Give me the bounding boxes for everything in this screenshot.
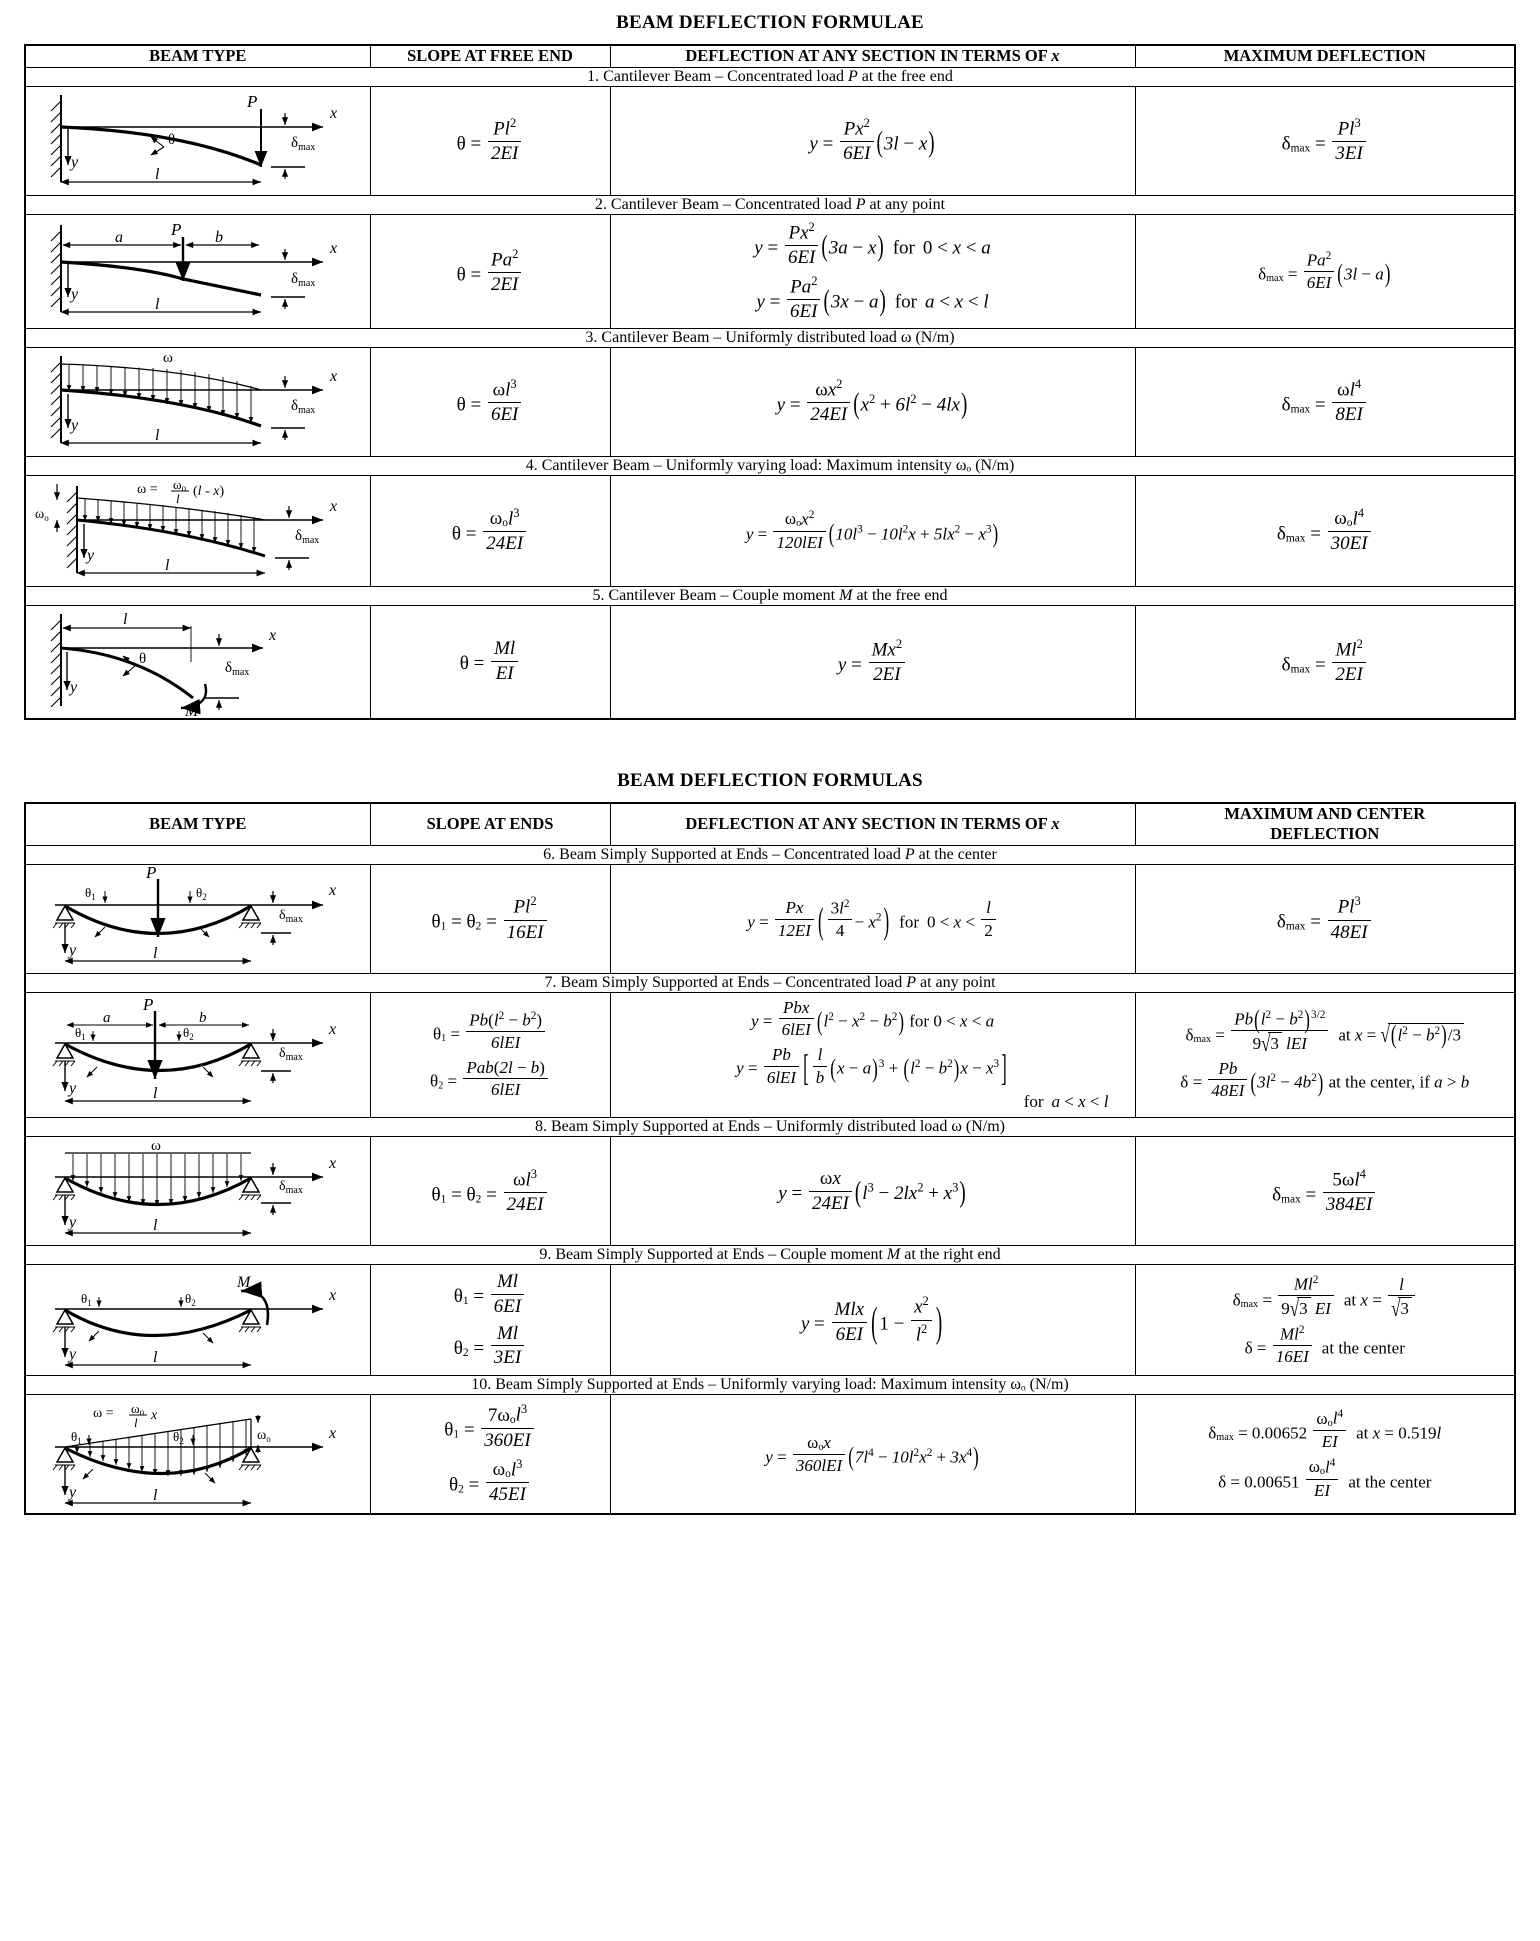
svg-text:ω: ω: [150, 1138, 161, 1155]
deflection-formula-9: y = $\frac{\text{Mlx}}{6EI}$ ( 1 − $\frac{x^2}{l^2}$ ): [610, 1265, 1135, 1376]
diagram-ss-udl: [25, 1137, 370, 1246]
caption-3: [25, 328, 1515, 347]
svg-text:δmax: $\delta_{max}$: [290, 271, 316, 290]
maximum-formula-7: $\delta_{max}$ = $\frac{Pb(l^2 - b^2)^{3/2}}{\text{9√3 lEI}}$ at $x = √(l^2 - b^2)/3$ δ = $\frac{Pb}{48EI}$ $(3l^2 - 4b^2)$ at the center, if a > b: [1135, 992, 1515, 1117]
slope-formula-4: θ = $\frac{\omega_ol^3}{24EI}$: [370, 475, 610, 586]
slope-formula-9: $\theta_1$ = $\frac{Ml}{6EI}$ $\theta_2$ = $\frac{Ml}{3EI}$: [370, 1265, 610, 1376]
maximum-formula-10: $\delta_{max} = 0.00652$ $\frac{\omega_ol^4}{EI}$ at x = 0.519l δ = 0.00651 $\frac{\omega_ol^4}{EI}$ at the center: [1135, 1395, 1515, 1515]
svg-text:l: l: [152, 1349, 158, 1367]
caption-7-post: at any point: [915, 973, 996, 991]
caption-10-var: $\omega_o$: [1010, 1376, 1026, 1394]
svg-text:y: y: [68, 1080, 76, 1097]
section-caption-row-5: [25, 586, 1515, 605]
svg-text:x: x: [328, 1155, 336, 1173]
header-beam-type: BEAM TYPE: [25, 45, 370, 67]
svg-text:l: l: [152, 944, 158, 962]
svg-text:M: M: [184, 702, 199, 718]
deflection-formula-3: y = $\frac{\omega x^2}{24EI}$ $(x^2 + 6l^2 - 4lx)$: [610, 347, 1135, 456]
svg-text:θ2: $\theta_2$: [184, 1291, 196, 1309]
svg-text:x: x: [329, 497, 337, 515]
svg-text:a: a: [114, 229, 123, 247]
deflection-formula-5: y = $\frac{Mx^2}{2EI}$: [610, 605, 1135, 719]
svg-text:a: a: [102, 1010, 111, 1026]
svg-text:x: x: [268, 626, 276, 644]
formula-row-4: [25, 475, 1515, 586]
header-deflection: [610, 45, 1135, 67]
deflection-formula-2: y = $\frac{Px^2}{6EI}$ (3a − x) for 0 < x < a y = $\frac{Pa^2}{6EI}$ (3x − a) for a < x < l: [610, 214, 1135, 328]
svg-text:x: x: [328, 881, 336, 899]
header-maximum: MAXIMUM DEFLECTION: [1135, 45, 1515, 67]
slope-formula-5: θ = $\frac{Ml}{EI}$: [370, 605, 610, 719]
section-caption-row-7: [25, 973, 1515, 992]
maximum-formula-3: $\delta_{max}$ = $\frac{\omega l^4}{8EI}$: [1135, 347, 1515, 456]
svg-text:M: M: [236, 1274, 251, 1292]
table1-header-row: [25, 45, 1515, 67]
diagram-cantilever-uvl: [25, 475, 370, 586]
formula-row-6: [25, 864, 1515, 973]
svg-text:y: y: [70, 416, 78, 434]
caption-4: [25, 456, 1515, 475]
formula-row-8: [25, 1137, 1515, 1246]
svg-text:y: y: [68, 1346, 76, 1364]
svg-text:P: P: [145, 864, 157, 882]
slope-formula-10: $\theta_1$ = $\frac{7\omega_ol^3}{360EI}$ $\theta_2$ = $\frac{\omega_ol^3}{45EI}$: [370, 1395, 610, 1515]
svg-text:δmax: $\delta_{max}$: [290, 397, 316, 416]
caption-8-post: (N/m): [961, 1118, 1006, 1136]
table1-title: BEAM DEFLECTION FORMULAE: [616, 12, 924, 33]
svg-text:l: l: [152, 1217, 158, 1235]
caption-9-pre: 9. Beam Simply Supported at Ends – Couple moment: [539, 1246, 887, 1264]
slope-formula-7: $\theta_1$ = $\frac{Pb(l^2 - b^2)}{\text{6lEI}}$ $\theta_2$ = $\frac{\text{Pab(2l − b)}}{\text{6lEI}}$: [370, 992, 610, 1117]
caption-10: [25, 1376, 1515, 1395]
svg-text:ωo: ωo: [130, 1401, 144, 1418]
deflection-formula-7: y = $\frac{\text{Pbx}}{\text{6lEI}}$ $(l^2 - x^2 - b^2)$ for 0 < x < a y = $\frac{Pb}{\text{6lEI}}$ [ $\frac{l}{b}$ $(x - a)^3 + (l^2 - b^2)x - x^3$ ] for a < x < l: [610, 992, 1135, 1117]
slope-formula-6: $\theta_1 = \theta_2$ = $\frac{Pl^2}{16EI}$: [370, 864, 610, 973]
svg-text:θ2: $\theta_2$: [172, 1429, 184, 1447]
svg-text:b: b: [198, 1010, 207, 1026]
caption-5-post: at the free end: [852, 586, 948, 604]
svg-text:l: l: [133, 1415, 138, 1431]
caption-5: [25, 586, 1515, 605]
svg-text:P: P: [170, 220, 182, 240]
table2-title: BEAM DEFLECTION FORMULAS: [617, 769, 923, 791]
caption-2-var: P: [855, 195, 866, 213]
svg-text:l: l: [152, 1487, 158, 1505]
diagram-ss-uvl: [25, 1395, 370, 1515]
header2-deflection: [610, 803, 1135, 846]
deflection-formula-8: y = $\frac{\omega x}{24EI}$ $(l^3 - 2lx^2 + x^3)$: [610, 1137, 1135, 1246]
header2-deflection-text: DEFLECTION AT ANY SECTION IN TERMS OF: [685, 813, 1048, 833]
caption-1-post: at the free end: [857, 67, 953, 85]
svg-text:ω =: ω =: [92, 1406, 114, 1422]
formula-row-9: [25, 1265, 1515, 1376]
maximum-formula-9: $\delta_{max}$ = $\frac{Ml^2}{9√3 EI}$ at x = $\frac{l}{√3}$ δ = $\frac{Ml^2}{16EI}$ at the center: [1135, 1265, 1515, 1376]
svg-text:δmax: $\delta_{max}$: [278, 1179, 303, 1197]
header2-maximum-line2: DEFLECTION: [1270, 824, 1380, 844]
diagram-cantilever-point-load-free-end: [25, 86, 370, 195]
deflection-formula-4: y = $\frac{\omega_ox^2}{\text{120lEI}}$ $(10l^3 - 10l^2x + 5lx^2 - x^3)$: [610, 475, 1135, 586]
svg-text:l: l: [154, 165, 160, 183]
header2-deflection-var: x: [1051, 813, 1060, 833]
caption-4-var: $\omega_o$: [955, 456, 972, 475]
section-caption-row-3: [25, 328, 1515, 347]
svg-text:θ1: $\theta_1$: [84, 884, 96, 902]
caption-5-pre: 5. Cantilever Beam – Couple moment: [592, 586, 840, 604]
section-caption-row-4: [25, 456, 1515, 475]
slope-formula-3: θ = $\frac{\omega l^3}{6EI}$: [370, 347, 610, 456]
svg-text:θ2: $\theta_2$: [182, 1025, 194, 1042]
formula-row-10: [25, 1395, 1515, 1515]
caption-5-var: M: [839, 586, 853, 604]
caption-6: [25, 845, 1515, 864]
table2-header-row: [25, 803, 1515, 846]
section-caption-row-6: [25, 845, 1515, 864]
svg-text:y: y: [70, 286, 78, 304]
section-caption-row-2: [25, 195, 1515, 214]
caption-8-pre: 8. Beam Simply Supported at Ends – Uniformly distributed load: [534, 1118, 952, 1136]
svg-text:θ1: $\theta_1$: [80, 1291, 92, 1309]
caption-2-pre: 2. Cantilever Beam – Concentrated load: [594, 195, 856, 213]
caption-4-pre: 4. Cantilever Beam – Uniformly varying load: Maximum intensity: [525, 456, 956, 474]
header2-slope: SLOPE AT ENDS: [370, 803, 610, 846]
maximum-formula-5: $\delta_{max}$ = $\frac{Ml^2}{2EI}$: [1135, 605, 1515, 719]
header2-beam-type: BEAM TYPE: [25, 803, 370, 846]
svg-text:δmax: $\delta_{max}$: [294, 527, 320, 546]
svg-text:θ: θ: [138, 650, 146, 667]
svg-text:ωo: ωo: [172, 476, 186, 493]
header-deflection-var: x: [1051, 46, 1060, 65]
formula-row-2: [25, 214, 1515, 328]
svg-text:(l - x): (l - x): [192, 483, 224, 499]
svg-text:x: x: [328, 1425, 336, 1443]
svg-text:y: y: [68, 941, 76, 959]
caption-10-post: (N/m): [1025, 1376, 1069, 1394]
caption-1-var: P: [847, 67, 858, 85]
svg-text:l: l: [122, 610, 128, 628]
caption-9-var: M: [886, 1246, 901, 1264]
table-gap: [14, 720, 1526, 766]
deflection-formula-6: y = $\frac{Px}{12EI}$ ( $\frac{3l^2}{4}$ − $x^2$ ) for 0 < x < $\frac{l}{2}$: [610, 864, 1135, 973]
caption-7-pre: 7. Beam Simply Supported at Ends – Concentrated load: [544, 973, 907, 991]
deflection-formula-1: y = $\frac{Px^2}{6EI}$ (3l − x): [610, 86, 1135, 195]
svg-text:ωo: $\omega_o$: [256, 1428, 271, 1445]
section-caption-row-10: [25, 1376, 1515, 1395]
beam-deflection-formulas-table: [24, 802, 1516, 1515]
svg-text:δmax: $\delta_{max}$: [224, 659, 250, 678]
beam-deflection-formulae-table: [24, 44, 1516, 720]
diagram-cantilever-couple-moment: [25, 605, 370, 719]
caption-7-var: P: [906, 973, 916, 991]
svg-text:y: y: [70, 153, 78, 171]
svg-text:x: x: [328, 1287, 336, 1305]
caption-9: [25, 1246, 1515, 1265]
svg-text:δmax: $\delta_{max}$: [278, 907, 303, 925]
caption-1: [25, 67, 1515, 86]
svg-text:b: b: [214, 229, 223, 247]
header2-maximum-line1: MAXIMUM AND CENTER: [1224, 803, 1426, 823]
formula-row-5: [25, 605, 1515, 719]
svg-text:l: l: [152, 1085, 158, 1102]
svg-text:θ2: $\theta_2$: [195, 884, 207, 902]
header2-maximum: [1135, 803, 1515, 846]
svg-text:ω =: ω =: [136, 481, 158, 497]
diagram-ss-point-load-any-point: [25, 992, 370, 1117]
svg-text:δmax: $\delta_{max}$: [290, 134, 316, 153]
slope-formula-8: $\theta_1 = \theta_2$ = $\frac{\omega l^3}{24EI}$: [370, 1137, 610, 1246]
caption-7: [25, 973, 1515, 992]
maximum-formula-6: $\delta_{max}$ = $\frac{Pl^3}{48EI}$: [1135, 864, 1515, 973]
maximum-formula-2: $\delta_{max}$ = $\frac{Pa^2}{6EI}$ (3l − a): [1135, 214, 1515, 328]
caption-1-pre: 1. Cantilever Beam – Concentrated load: [587, 67, 848, 85]
caption-8-var: ω: [951, 1118, 962, 1136]
caption-2-post: at any point: [865, 195, 946, 213]
formula-row-3: [25, 347, 1515, 456]
svg-text:l: l: [164, 556, 170, 574]
svg-text:l: l: [175, 490, 180, 506]
svg-text:ωo: $\omega_o$: [34, 506, 49, 523]
svg-text:y: y: [68, 1214, 76, 1232]
svg-text:x: x: [329, 367, 337, 385]
svg-text:θ: θ: [167, 131, 175, 148]
svg-text:x: x: [329, 104, 337, 122]
caption-3-pre: 3. Cantilever Beam – Uniformly distributed load: [585, 328, 901, 346]
section-caption-row-8: [25, 1118, 1515, 1137]
diagram-ss-couple-moment: [25, 1265, 370, 1376]
formula-row-1: [25, 86, 1515, 195]
section-caption-row-1: [25, 67, 1515, 86]
caption-6-pre: 6. Beam Simply Supported at Ends – Concentrated load: [543, 845, 905, 863]
caption-2: [25, 195, 1515, 214]
svg-text:y: y: [69, 678, 77, 696]
deflection-formula-10: y = $\frac{\omega_ox}{\text{360lEI}}$ $(7l^4 - 10l^2x^2 + 3x^4)$: [610, 1395, 1135, 1515]
caption-3-var: ω: [900, 328, 912, 346]
svg-text:θ1: $\theta_1$: [70, 1429, 82, 1447]
caption-9-post: at the right end: [900, 1246, 1001, 1264]
caption-6-var: P: [904, 845, 915, 863]
svg-text:P: P: [246, 91, 258, 111]
header-slope: SLOPE AT FREE END: [370, 45, 610, 67]
svg-text:y: y: [68, 1484, 76, 1502]
svg-text:y: y: [86, 546, 94, 564]
caption-4-post: (N/m): [971, 456, 1015, 474]
maximum-formula-4: $\delta_{max}$ = $\frac{\omega_ol^4}{30EI}$: [1135, 475, 1515, 586]
formula-row-7: [25, 992, 1515, 1117]
svg-text:x: x: [329, 240, 337, 258]
diagram-ss-point-load-center: [25, 864, 370, 973]
section-caption-row-9: [25, 1246, 1515, 1265]
diagram-cantilever-udl: [25, 347, 370, 456]
svg-text:ω: ω: [162, 349, 173, 366]
header-deflection-text: DEFLECTION AT ANY SECTION IN TERMS OF: [685, 46, 1048, 65]
caption-8: [25, 1118, 1515, 1137]
svg-text:δmax: $\delta_{max}$: [278, 1046, 303, 1063]
svg-text:x: x: [150, 1408, 157, 1424]
svg-text:l: l: [154, 296, 160, 314]
slope-formula-2: θ = $\frac{Pa^2}{2EI}$: [370, 214, 610, 328]
caption-10-pre: 10. Beam Simply Supported at Ends – Uniformly varying load: Maximum intensity: [471, 1376, 1011, 1394]
svg-text:P: P: [142, 995, 154, 1014]
maximum-formula-1: $\delta_{max}$ = $\frac{Pl^3}{3EI}$: [1135, 86, 1515, 195]
svg-text:θ1: $\theta_1$: [74, 1025, 86, 1042]
maximum-formula-8: $\delta_{max}$ = $\frac{5\omega l^4}{384EI}$: [1135, 1137, 1515, 1246]
svg-text:l: l: [154, 426, 160, 444]
caption-6-post: at the center: [914, 845, 997, 863]
slope-formula-1: θ = $\frac{Pl^2}{2EI}$: [370, 86, 610, 195]
caption-3-post: (N/m): [911, 328, 955, 346]
diagram-cantilever-point-load-any-point: [25, 214, 370, 328]
svg-text:x: x: [328, 1021, 336, 1038]
